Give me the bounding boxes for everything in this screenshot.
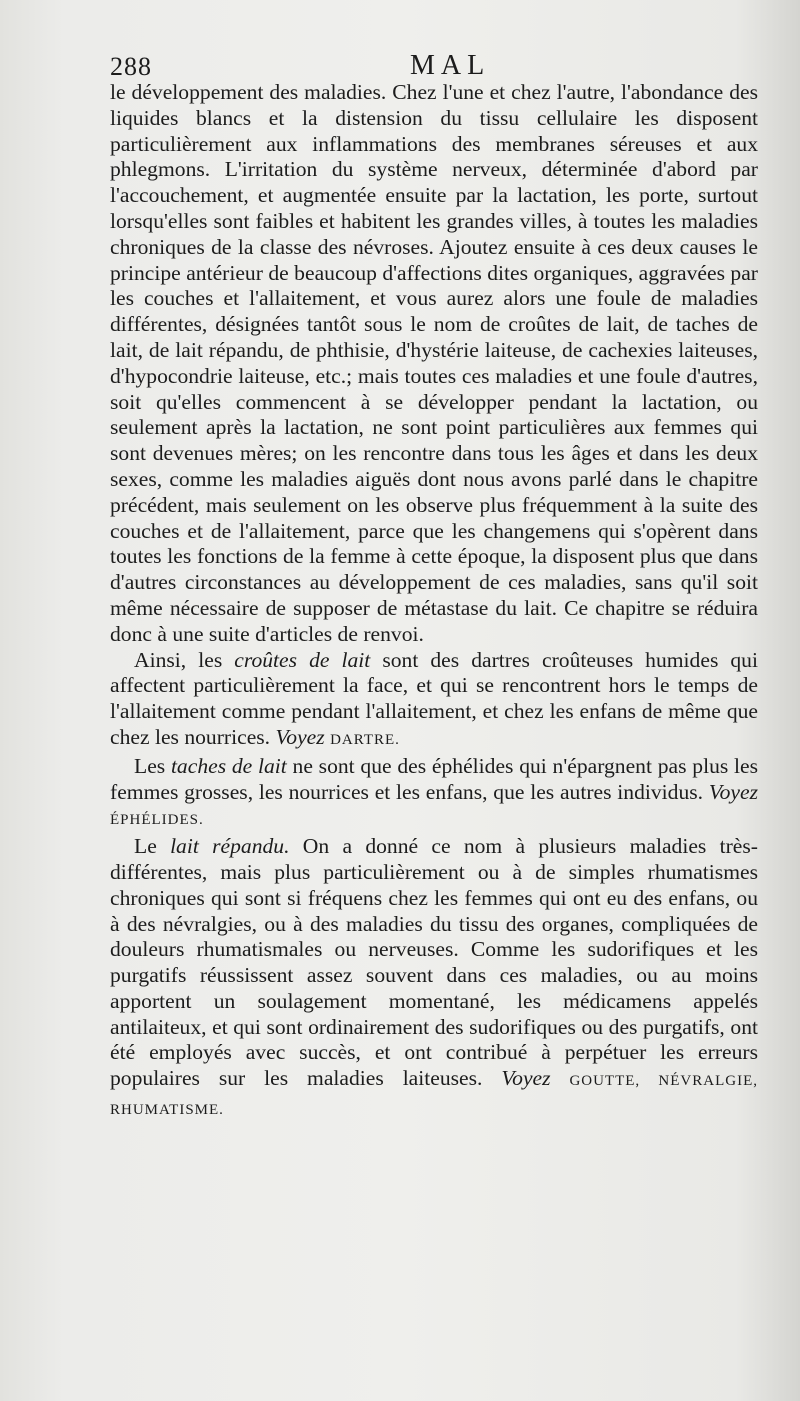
paragraph-1: le développement des maladies. Chez l'une et chez l'autre, l'abondance des liquides blancs et la distension du tissu cellulaire les disposent particulièrement aux inflammations des membranes séreuses et aux phlegmons. L'irritation du système nerveux, déterminée d'abord par l'accouchement, et augmentée ensuite par la lactation, les porte, surtout lorsqu'elles sont faibles et habitent les grandes villes, à toutes les maladies chroniques de la classe des névroses. Ajoutez ensuite à ces deux causes le principe antérieur de beaucoup d'affections dites organiques, aggravées par les couches et l'allaitement, et vous aurez alors une foule de maladies différentes, désignées tantôt sous le nom de croûtes de lait, de taches de lait, de lait répandu, de phthisie, d'hystérie laiteuse, de cachexies laiteuses, d'hypocondrie laiteuse, etc.; mais toutes ces maladies et une foule d'autres, soit qu'elles commencent à se développer pendant la lactation, ou seulement après la lactation, ne sont point particulières aux femmes qui sont devenues mères; on les rencontre dans tous les âges et dans les deux sexes, comme les maladies aiguës dont nous avons parlé dans le chapitre précédent, mais seulement on les observe plus fréquemment à la suite des couches et de l'allaitement, parce que les changemens qui s'opèrent dans toutes les fonctions de la femme à cette époque, la disposent plus que dans d'autres circonstances au développement de ces maladies, sans qu'il soit même nécessaire de supposer de métastase du lait. Ce chapitre se réduira donc à une suite d'articles de renvoi. xyxy=(110,80,758,646)
term: lait répandu. xyxy=(170,834,290,859)
text: sont des dartres croûteuses humides qui affectent particulièrement la face, et qui se rencontrent hors le temps de l'allaitement comme pendant l'allaitement, et chez les enfans de même que chez les nourrices. xyxy=(110,647,758,749)
text: Ainsi, les xyxy=(134,647,235,672)
text: On a donné ce nom à plusieurs maladies très-différentes, mais plus particulièrement ou à de simples rhumatismes chroniques qui sont si fréquens chez les femmes qui ont eu des enfans, ou à des névralgies, ou à des maladies du tissu des organes, compliquées de douleurs rhumatismales ou nerveuses. Comme les sudorifiques et les purgatifs réussissent assez souvent dans ces maladies, ou au moins apportent un soulagement momentané, les médicamens appelés antilaiteux, et qui sont ordinairement des sudorifiques ou des purgatifs, ont été employés avec succès, et ont contribué à perpétuer les erreurs populaires sur les maladies laiteuses. xyxy=(110,834,758,1091)
text: Les xyxy=(134,753,171,778)
text: ne sont que des éphélides qui n'épargnent pas plus les femmes grosses, les nourrices et les enfans, que les autres individus. xyxy=(110,753,759,804)
cross-reference: ÉPHÉLIDES. xyxy=(110,812,204,829)
paragraph-taches-de-lait xyxy=(110,754,758,834)
cross-reference: GOUTTE, NÉVRALGIE, RHUMATISME. xyxy=(110,1073,758,1119)
term: taches de lait xyxy=(170,753,287,778)
term: croûtes de lait xyxy=(234,647,371,672)
voyez: Voyez xyxy=(275,724,325,749)
voyez: Voyez xyxy=(501,1066,551,1091)
page-body xyxy=(110,80,758,1124)
paragraph-lait-repandu xyxy=(110,834,758,1124)
page-number: 288 xyxy=(110,52,152,81)
cross-reference: DARTRE. xyxy=(330,731,400,748)
text: Le xyxy=(134,834,171,859)
paragraph-croutes-de-lait xyxy=(110,648,758,754)
voyez: Voyez xyxy=(708,779,758,804)
running-head: MAL xyxy=(410,50,491,81)
